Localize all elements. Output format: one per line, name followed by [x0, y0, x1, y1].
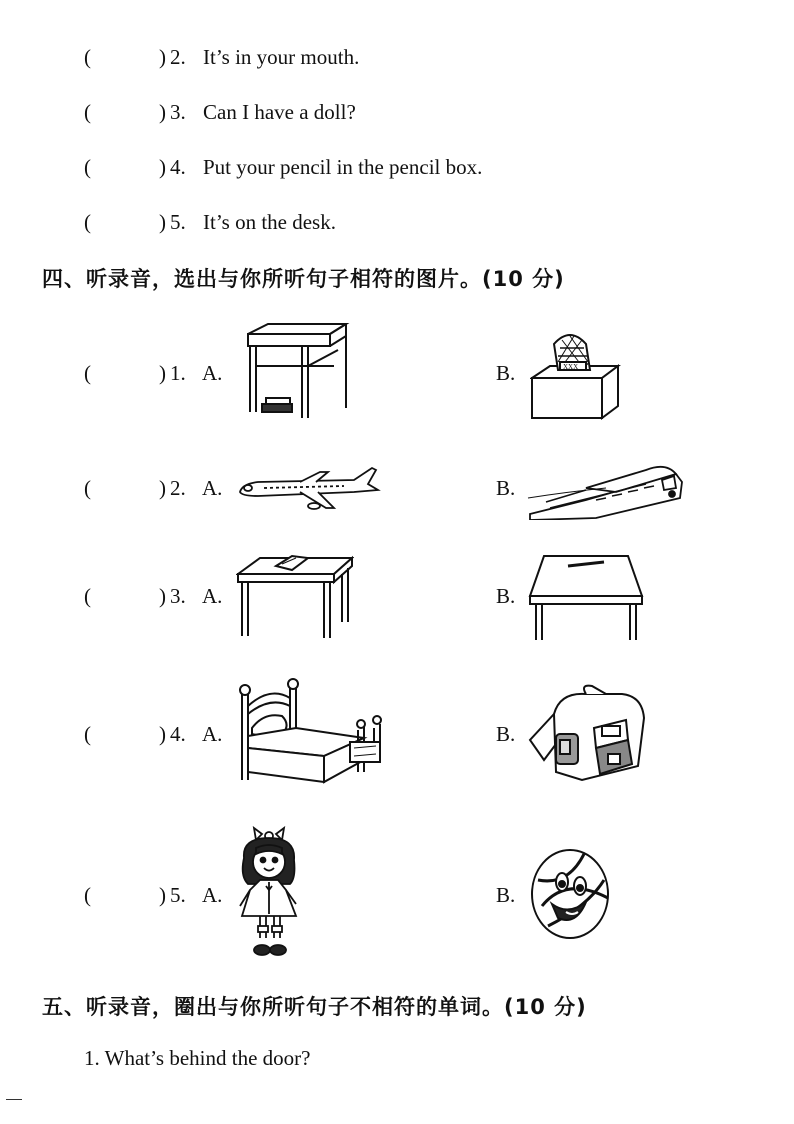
- item-sentence: It’s on the desk.: [203, 210, 336, 234]
- answer-paren-open[interactable]: (: [84, 722, 91, 746]
- item-sentence: Can I have a doll?: [203, 100, 356, 124]
- answer-paren-open[interactable]: (: [84, 45, 91, 69]
- answer-paren-open[interactable]: (: [84, 100, 91, 124]
- item-number: 2.: [170, 45, 186, 69]
- item-number: 4.: [170, 722, 186, 746]
- option-a-label: A.: [202, 883, 223, 907]
- doll-icon[interactable]: [236, 826, 306, 960]
- option-b-label: B.: [496, 476, 516, 500]
- item-number: 5.: [170, 883, 186, 907]
- item-number: 2.: [170, 476, 186, 500]
- bag-on-box-icon[interactable]: [530, 326, 622, 420]
- answer-paren-close: ): [159, 210, 166, 234]
- bed-icon[interactable]: [234, 676, 386, 796]
- train-icon[interactable]: [526, 458, 686, 520]
- desk-with-shoes-icon[interactable]: [238, 320, 350, 420]
- option-a-label: A.: [202, 584, 223, 608]
- answer-paren-close: ): [159, 361, 166, 385]
- answer-paren-close: ): [159, 476, 166, 500]
- item-number: 3.: [170, 584, 186, 608]
- answer-paren-open[interactable]: (: [84, 584, 91, 608]
- answer-paren-open[interactable]: (: [84, 210, 91, 234]
- option-a-label: A.: [202, 722, 223, 746]
- answer-paren-open[interactable]: (: [84, 155, 91, 179]
- svg-text:XXX: XXX: [563, 363, 579, 371]
- item-number: 3.: [170, 100, 186, 124]
- backpack-icon[interactable]: [526, 684, 650, 784]
- answer-paren-close: ): [159, 45, 166, 69]
- item-sentence: It’s in your mouth.: [203, 45, 360, 69]
- desk-with-pencil-icon[interactable]: [528, 552, 644, 642]
- option-b-label: B.: [496, 584, 516, 608]
- section5-item-1: 1. What’s behind the door?: [84, 1046, 311, 1070]
- page-edge-mark: [6, 1099, 22, 1100]
- section-4-title: 四、听录音，选出与你所听句子相符的图片。(10 分): [42, 267, 565, 291]
- answer-paren-close: ): [159, 155, 166, 179]
- option-b-label: B.: [496, 883, 516, 907]
- option-a-label: A.: [202, 476, 223, 500]
- answer-paren-close: ): [159, 100, 166, 124]
- section-5-title: 五、听录音，圈出与你所听句子不相符的单词。(10 分): [42, 995, 587, 1019]
- answer-paren-close: ): [159, 722, 166, 746]
- item-sentence: Put your pencil in the pencil box.: [203, 155, 483, 179]
- item-number: 5.: [170, 210, 186, 234]
- answer-paren-close: ): [159, 584, 166, 608]
- answer-paren-open[interactable]: (: [84, 476, 91, 500]
- item-number: 4.: [170, 155, 186, 179]
- plane-icon[interactable]: [234, 462, 382, 514]
- answer-paren-open[interactable]: (: [84, 361, 91, 385]
- answer-paren-close: ): [159, 883, 166, 907]
- option-b-label: B.: [496, 722, 516, 746]
- answer-paren-open[interactable]: (: [84, 883, 91, 907]
- desk-with-book-icon[interactable]: [236, 552, 354, 640]
- ball-icon[interactable]: [528, 846, 612, 940]
- item-number: 1.: [170, 361, 186, 385]
- option-b-label: B.: [496, 361, 516, 385]
- option-a-label: A.: [202, 361, 223, 385]
